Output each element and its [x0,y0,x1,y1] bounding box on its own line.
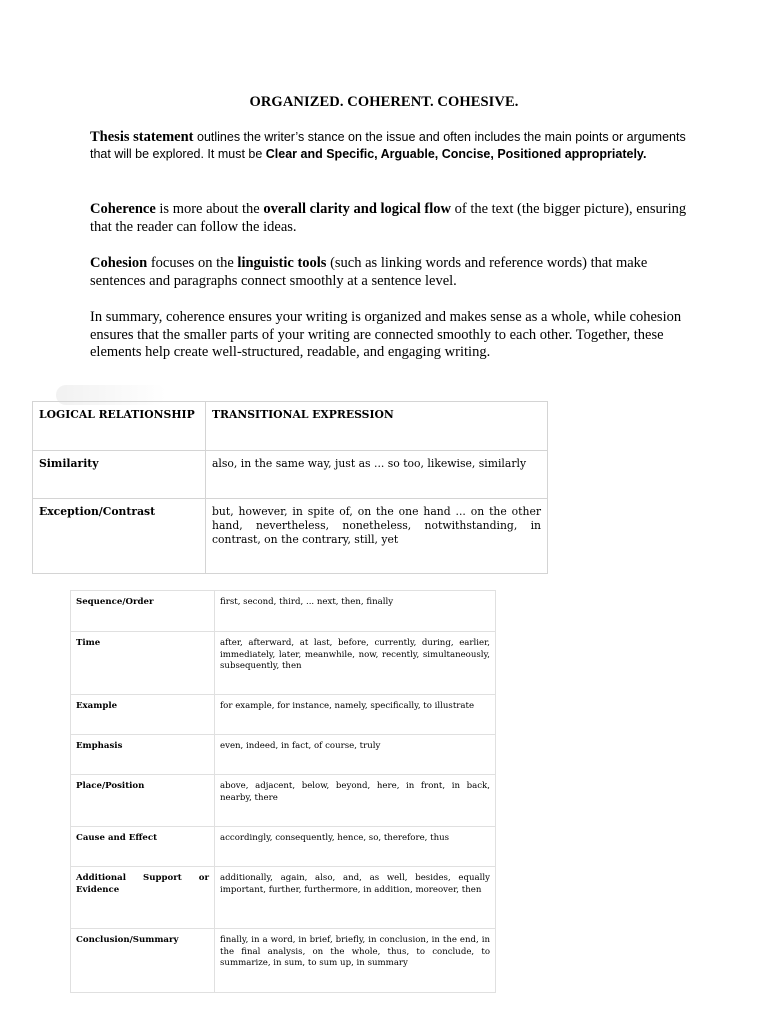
cohesion-text-2: (such as linking words and reference words) that make sentences and paragraphs connect smoothly at a sentence level. [90,255,648,289]
relationship-cell: Place/Position [71,775,215,827]
relationship-cell: Emphasis [71,735,215,775]
expression-cell: after, afterward, at last, before, currently, during, earlier, immediately, later, meanwhile, now, recently, simultaneously, subsequently, then [215,632,496,695]
thesis-emphasis: Clear and Specific, Arguable, Concise, Positioned appropriately. [265,147,647,161]
expression-cell: finally, in a word, in brief, briefly, in conclusion, in the end, in the final analysis, on the whole, thus, to conclude, to summarize, in sum, to sum up, in summary [215,929,496,993]
table-row [71,591,496,632]
coherence-lead: Coherence [90,201,156,217]
summary-paragraph: In summary, coherence ensures your writing is organized and makes sense as a whole, while cohesion ensures that the smaller parts of your writing are connected smoothly to each other. Together, these elements help create well-structured, readable, and engaging writing. [90,309,682,360]
cohesion-text-1: focuses on the [147,255,238,271]
relationship-cell: Similarity [33,451,206,499]
header-logical-relationship: LOGICAL RELATIONSHIP [33,402,206,451]
coherence-emphasis: overall clarity and logical flow [263,201,451,217]
relationship-cell: Example [71,695,215,735]
coherence-text-1: is more about the [155,201,264,217]
table-row [71,929,496,993]
table-row [33,451,548,499]
table-row [71,695,496,735]
expression-cell: additionally, again, also, and, as well, besides, equally important, further, furthermore, in addition, moreover, then [215,867,496,929]
table-row [71,775,496,827]
table-row [71,735,496,775]
expression-cell: first, second, third, ... next, then, finally [215,591,496,632]
coherence-paragraph [90,201,690,236]
relationship-cell: Time [71,632,215,695]
header-transitional-expression: TRANSITIONAL EXPRESSION [206,402,548,451]
expression-cell: above, adjacent, below, beyond, here, in front, in back, nearby, there [215,775,496,827]
table-header-row [33,402,548,451]
expression-cell: for example, for instance, namely, specifically, to illustrate [215,695,496,735]
table-row [33,499,548,574]
relationship-cell: Conclusion/Summary [71,929,215,993]
relationship-cell: Additional Support or Evidence [71,867,215,929]
transitions-table-1 [32,401,548,574]
expression-cell: accordingly, consequently, hence, so, therefore, thus [215,827,496,867]
expression-cell: but, however, in spite of, on the one hand ... on the other hand, nevertheless, nonetheless, notwithstanding, in contrast, on the contrary, still, yet [206,499,548,574]
relationship-cell: Sequence/Order [71,591,215,632]
table-row [71,827,496,867]
thesis-text: outlines the writer’s stance on the issue and often includes the main points or arguments that will be explored. It must be [90,130,686,161]
cohesion-paragraph [90,255,690,290]
relationship-cell: Exception/Contrast [33,499,206,574]
transitions-table-2 [70,590,496,993]
relationship-cell: Cause and Effect [71,827,215,867]
expression-cell: also, in the same way, just as ... so too, likewise, similarly [206,451,548,499]
coherence-text-2: of the text (the bigger picture), ensuring that the reader can follow the ideas. [90,201,687,235]
expression-cell: even, indeed, in fact, of course, truly [215,735,496,775]
thesis-paragraph [90,129,690,163]
page-title: ORGANIZED. COHERENT. COHESIVE. [249,94,519,110]
table-row [71,632,496,695]
table-row [71,867,496,929]
cohesion-lead: Cohesion [90,255,148,271]
thesis-lead: Thesis statement [90,129,194,145]
cohesion-emphasis: linguistic tools [237,255,327,271]
